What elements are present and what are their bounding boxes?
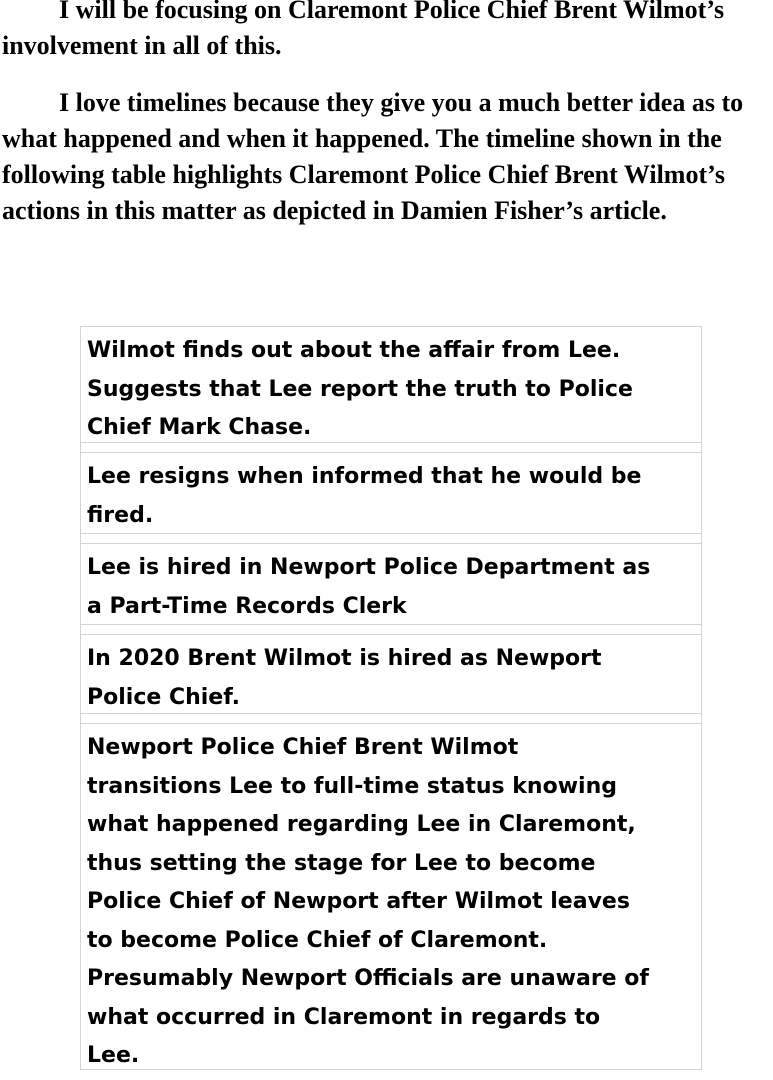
timeline-row-text-line: Newport Police Chief Brent Wilmot <box>87 735 519 760</box>
timeline-row-text-line: Presumably Newport Officials are unaware of <box>87 966 649 991</box>
row-spacer <box>80 534 702 543</box>
timeline-row-text-line: a Part-Time Records Clerk <box>87 593 407 619</box>
timeline-row-text-line: to become Police Chief of Claremont. <box>87 927 548 953</box>
timeline-row <box>80 723 702 1070</box>
intro-paragraph-2: I love timelines because they give you a much better idea as to what happened and when it happened. The timeline shown in the following table highlights Claremont Police Chief Brent Wilmot’s actions in this matter as depicted in Damien Fisher’s article. <box>2 88 744 225</box>
timeline-row-text-line: Lee. <box>87 1043 140 1068</box>
timeline-row-text-line: Wilmot finds out about the affair from Lee. <box>87 338 621 363</box>
timeline-row-text-line: what happened regarding Lee in Claremont, <box>87 812 636 837</box>
timeline-row-text-line: Lee is hired in Newport Police Department as <box>87 555 651 580</box>
timeline-row <box>80 543 702 625</box>
timeline-row <box>80 634 702 714</box>
timeline-row-text-line: Suggests that Lee report the truth to Police <box>87 376 633 402</box>
intro-paragraph-1: I will be focusing on Claremont Police Chief Brent Wilmot’s involvement in all of this. <box>2 0 725 60</box>
timeline-row-text-line: Chief Mark Chase. <box>87 415 312 440</box>
timeline-row-text-line: Lee resigns when informed that he would be <box>87 464 642 489</box>
timeline-row-text-line: what occurred in Claremont in regards to <box>87 1004 601 1030</box>
timeline-row-text-line: transitions Lee to full-time status knowing <box>87 773 617 799</box>
timeline-row-text-line: In 2020 Brent Wilmot is hired as Newport <box>87 646 602 671</box>
row-spacer <box>80 443 702 452</box>
timeline-row <box>80 452 702 534</box>
row-spacer <box>80 625 702 634</box>
timeline-row-text-line: Police Chief of Newport after Wilmot leaves <box>87 889 630 914</box>
row-spacer <box>80 714 702 723</box>
timeline-row-text-line: fired. <box>87 502 154 528</box>
timeline-row-text-line: thus setting the stage for Lee to become <box>87 850 596 876</box>
timeline-row <box>80 326 702 443</box>
timeline-table <box>80 326 702 1070</box>
timeline-row-text-line: Police Chief. <box>87 684 240 710</box>
